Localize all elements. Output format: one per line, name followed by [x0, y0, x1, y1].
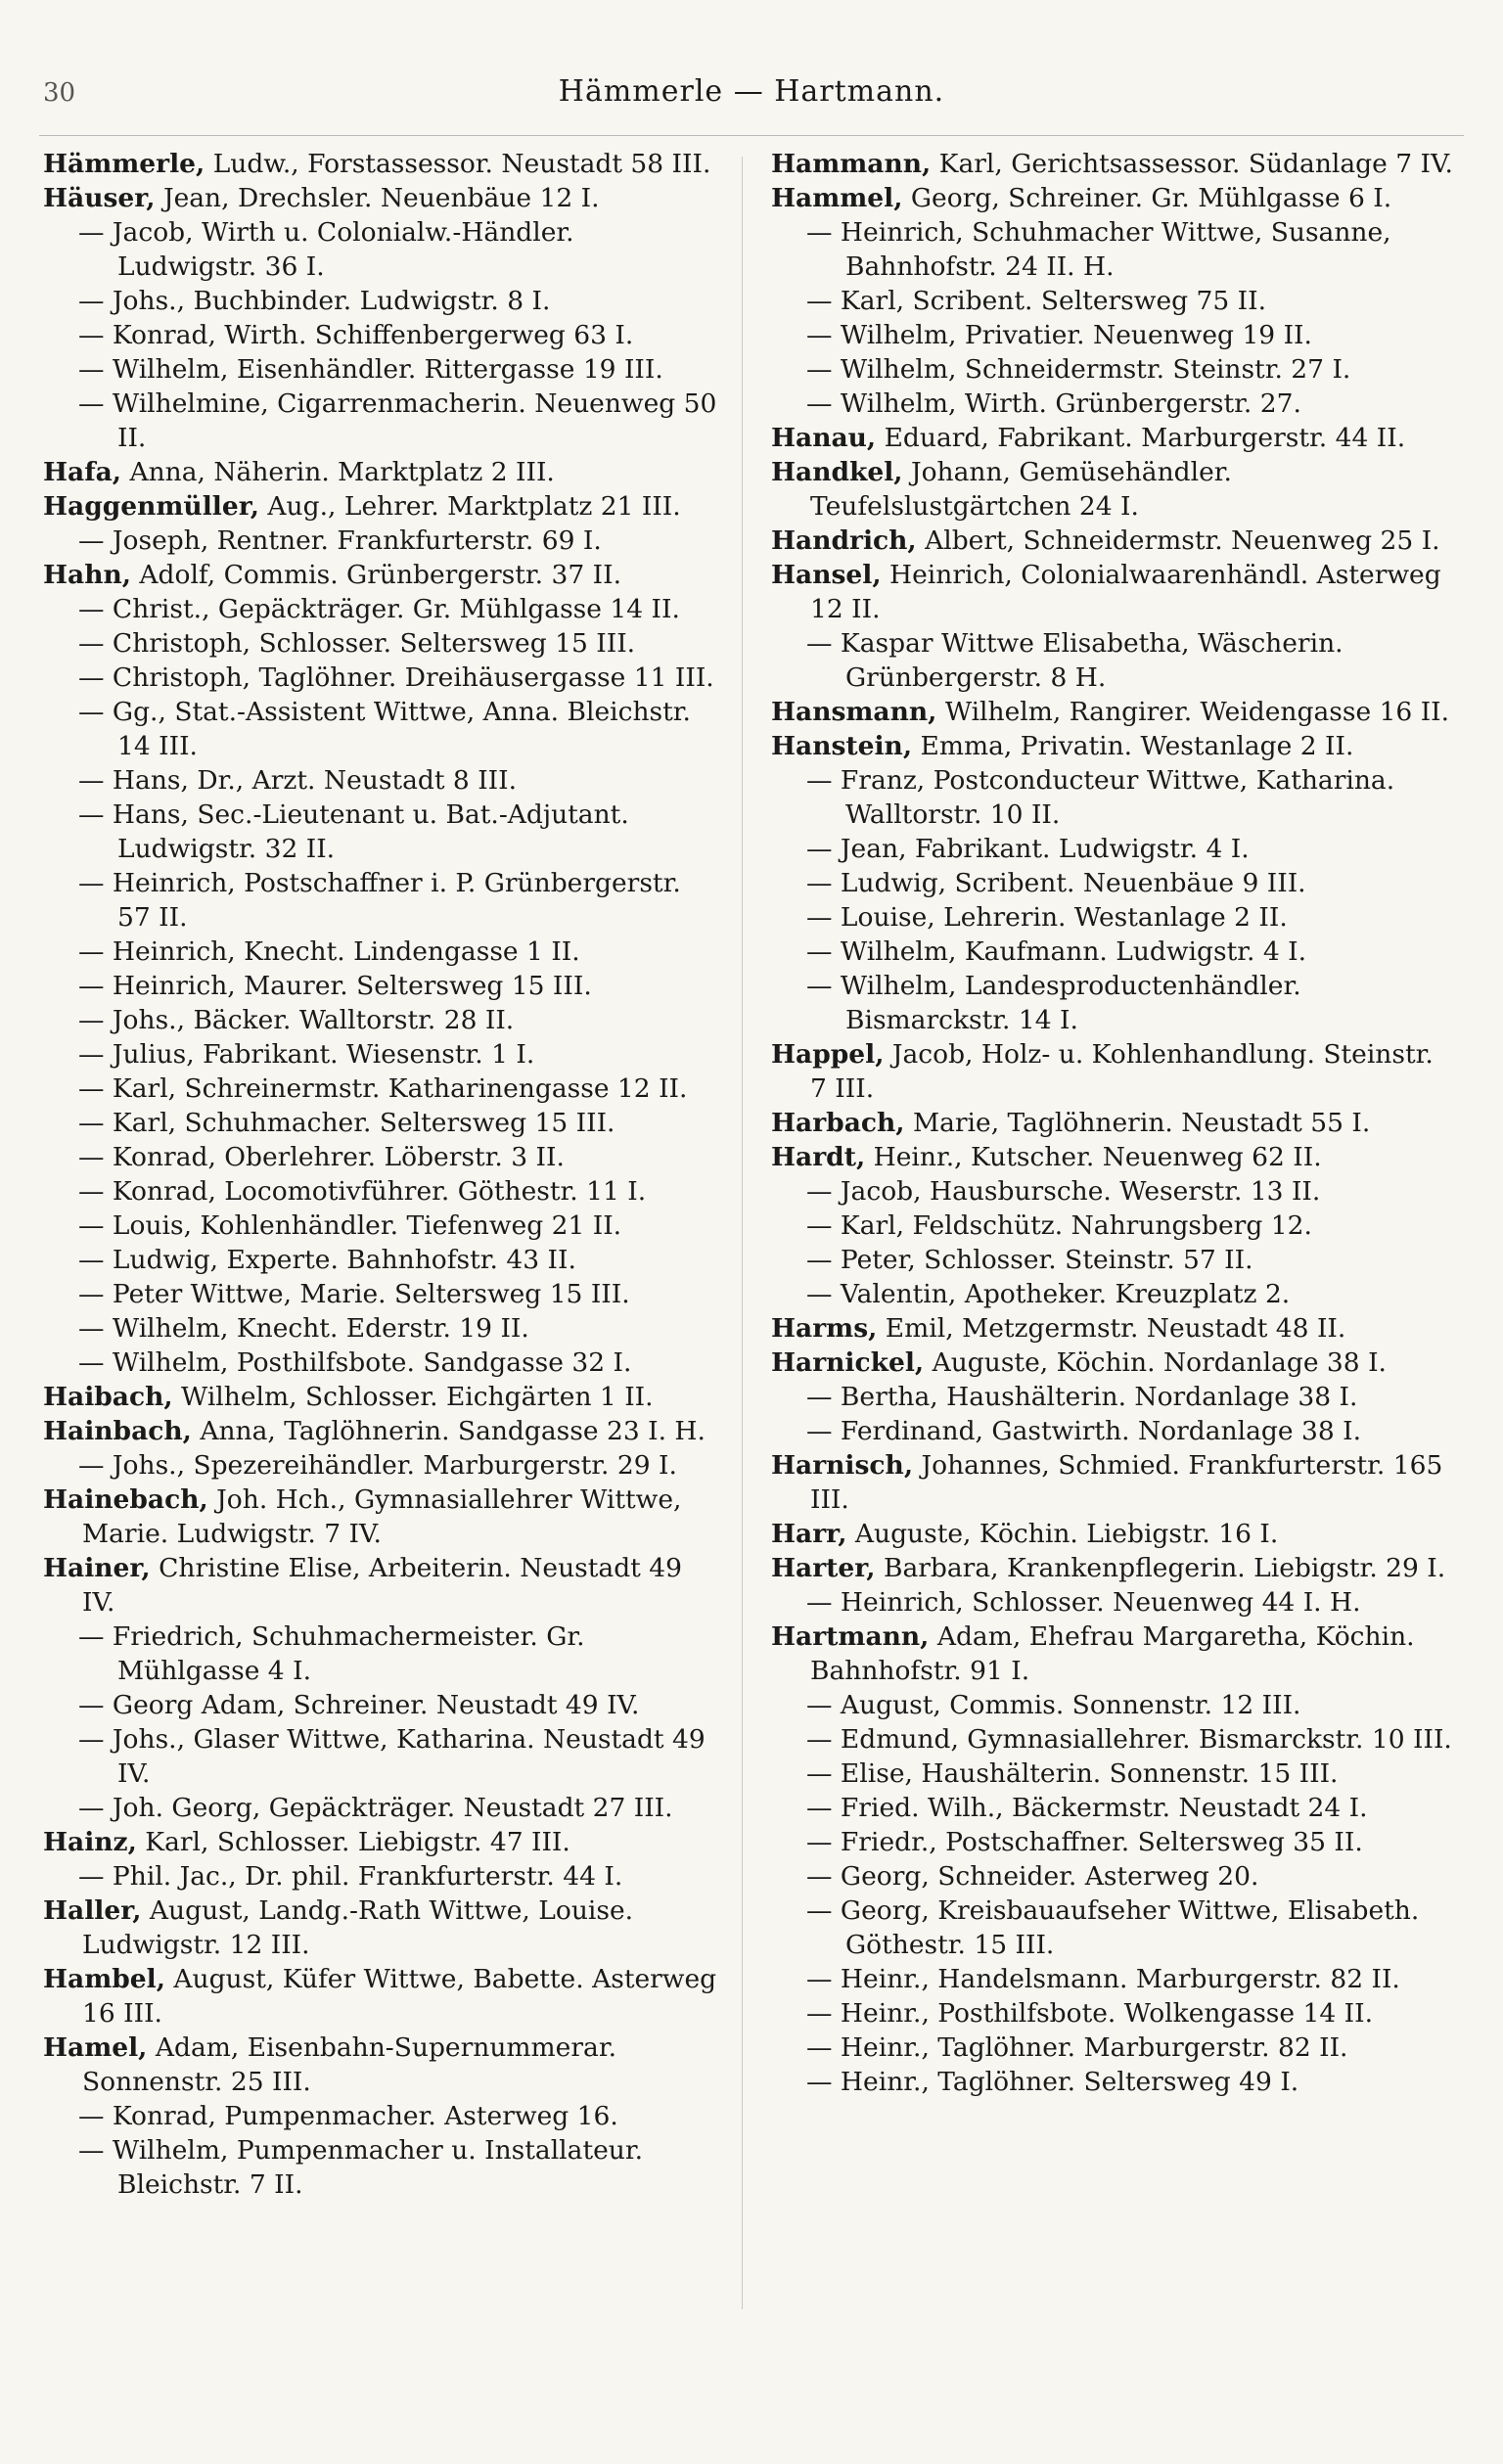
right-column [771, 147, 1456, 2099]
directory-entry [771, 1517, 1456, 1551]
entry-text: Emil, Metzgermstr. Neustadt 48 II. [885, 1313, 1346, 1344]
directory-entry [43, 1791, 718, 1825]
directory-entry [43, 866, 718, 935]
entry-text: Anna, Näherin. Marktplatz 2 III. [129, 457, 555, 487]
entry-text: Marie, Taglöhnerin. Neustadt 55 I. [912, 1108, 1371, 1138]
entry-text: Wilhelm, Schlosser. Eichgärten 1 II. [181, 1382, 654, 1412]
directory-entry [43, 1140, 718, 1174]
entry-surname: Harter, [771, 1553, 876, 1583]
entry-text: Eduard, Fabrikant. Marburgerstr. 44 II. [884, 423, 1406, 453]
entry-surname: Hardt, [771, 1142, 866, 1172]
directory-entry [771, 1859, 1456, 1894]
entry-text: — Kaspar Wittwe Elisabetha, Wäscherin. Grünbergerstr. 8 H. [806, 628, 1344, 693]
entry-surname: Hainer, [43, 1553, 151, 1583]
directory-entry [43, 935, 718, 969]
entry-text: Johann, Gemüsehändler. Teufelslustgärtchen 24 I. [810, 457, 1232, 522]
directory-entry [43, 1209, 718, 1243]
entry-text: — Heinrich, Knecht. Lindengasse 1 II. [78, 936, 580, 967]
entry-text: — Wilhelm, Landesproductenhändler. Bismarckstr. 14 I. [806, 971, 1301, 1035]
entry-text: — Wilhelm, Wirth. Grünbergerstr. 27. [806, 388, 1301, 419]
directory-entry [771, 1414, 1456, 1448]
directory-entry [43, 455, 718, 489]
directory-entry [43, 592, 718, 626]
entry-text: Anna, Taglöhnerin. Sandgasse 23 I. H. [200, 1416, 706, 1446]
entry-text: — Heinrich, Schlosser. Neuenweg 44 I. H. [806, 1587, 1361, 1618]
directory-entry [771, 1243, 1456, 1277]
directory-entry [43, 1483, 718, 1551]
entry-text: — Heinrich, Maurer. Seltersweg 15 III. [78, 971, 592, 1001]
entry-text: — Konrad, Pumpenmacher. Asterweg 16. [78, 2101, 618, 2131]
entry-text: — Wilhelm, Posthilfsbote. Sandgasse 32 I. [78, 1347, 632, 1378]
entry-surname: Handkel, [771, 457, 903, 487]
running-head: Hämmerle — Hartmann. [558, 74, 945, 109]
directory-entry [771, 1894, 1456, 1962]
directory-entry [43, 1346, 718, 1380]
directory-entry [43, 1894, 718, 1962]
entry-text: — Ferdinand, Gastwirth. Nordanlage 38 I. [806, 1416, 1362, 1446]
entry-surname: Hafa, [43, 457, 122, 487]
entry-text: — Johs., Buchbinder. Ludwigstr. 8 I. [78, 286, 551, 316]
entry-text: — Georg, Schneider. Asterweg 20. [806, 1861, 1259, 1892]
entry-text: — Ludwig, Experte. Bahnhofstr. 43 II. [78, 1245, 576, 1275]
directory-entry [771, 1106, 1456, 1140]
entry-surname: Hainebach, [43, 1484, 208, 1515]
directory-entry [771, 1311, 1456, 1346]
entry-text: — August, Commis. Sonnenstr. 12 III. [806, 1690, 1301, 1720]
directory-entry [43, 1688, 718, 1722]
directory-entry [771, 284, 1456, 318]
entry-surname: Haggenmüller, [43, 491, 259, 522]
entry-text: — Konrad, Oberlehrer. Löberstr. 3 II. [78, 1142, 565, 1172]
directory-entry [771, 318, 1456, 352]
directory-entry [771, 2031, 1456, 2065]
directory-entry [771, 387, 1456, 421]
entry-text: Karl, Schlosser. Liebigstr. 47 III. [145, 1827, 570, 1857]
directory-entry [43, 2133, 718, 2202]
entry-text: — Johs., Spezereihändler. Marburgerstr. 29 I. [78, 1450, 677, 1481]
entry-surname: Hainz, [43, 1827, 137, 1857]
entry-text: — Wilhelm, Kaufmann. Ludwigstr. 4 I. [806, 936, 1307, 967]
directory-entry [771, 1174, 1456, 1209]
entry-text: Wilhelm, Rangirer. Weidengasse 16 II. [944, 697, 1450, 727]
directory-entry [771, 455, 1456, 524]
entry-text: — Elise, Haushälterin. Sonnenstr. 15 III. [806, 1758, 1339, 1789]
directory-entry [43, 1414, 718, 1448]
directory-entry [43, 1859, 718, 1894]
directory-entry [43, 489, 718, 524]
entry-surname: Hainbach, [43, 1416, 192, 1446]
directory-entry [43, 284, 718, 318]
entry-text: Karl, Gerichtsassessor. Südanlage 7 IV. [938, 149, 1453, 179]
directory-entry [771, 1380, 1456, 1414]
directory-entry [43, 524, 718, 558]
directory-entry [43, 1825, 718, 1859]
entry-surname: Hamel, [43, 2032, 148, 2063]
directory-entry [43, 1243, 718, 1277]
entry-text: — Heinr., Handelsmann. Marburgerstr. 82 II. [806, 1964, 1400, 1994]
entry-text: — Julius, Fabrikant. Wiesenstr. 1 I. [78, 1039, 535, 1070]
entry-text: — Edmund, Gymnasiallehrer. Bismarckstr. 10 III. [806, 1724, 1452, 1755]
directory-entry [771, 1688, 1456, 1722]
entry-text: — Ludwig, Scribent. Neuenbäue 9 III. [806, 868, 1306, 898]
entry-text: — Phil. Jac., Dr. phil. Frankfurterstr. 44 I. [78, 1861, 623, 1892]
directory-entry [43, 1174, 718, 1209]
entry-text: — Wilhelm, Pumpenmacher u. Installateur. Bleichstr. 7 II. [78, 2135, 644, 2200]
entry-text: — Johs., Glaser Wittwe, Katharina. Neustadt 49 IV. [78, 1724, 706, 1789]
entry-text: — Jacob, Wirth u. Colonialw.-Händler. Ludwigstr. 36 I. [78, 217, 574, 282]
entry-text: — Louis, Kohlenhändler. Tiefenweg 21 II. [78, 1210, 622, 1241]
directory-entry [43, 1551, 718, 1620]
entry-text: — Konrad, Wirth. Schiffenbergerweg 63 I. [78, 320, 634, 350]
directory-entry [771, 1825, 1456, 1859]
directory-entry [43, 318, 718, 352]
directory-entry [771, 935, 1456, 969]
directory-entry [771, 1346, 1456, 1380]
entry-surname: Handrich, [771, 525, 917, 556]
directory-entry [43, 969, 718, 1003]
entry-text: — Peter, Schlosser. Steinstr. 57 II. [806, 1245, 1253, 1275]
page-number: 30 [43, 78, 76, 108]
entry-text: Adam, Eisenbahn-Supernummerar. Sonnenstr. 25 III. [82, 2032, 616, 2097]
directory-entry [43, 1620, 718, 1688]
entry-text: Joh. Hch., Gymnasiallehrer Wittwe, Marie. Ludwigstr. 7 IV. [82, 1484, 682, 1549]
header-rule [39, 135, 1464, 136]
directory-entry [771, 1996, 1456, 2031]
entry-text: — Georg, Kreisbauaufseher Wittwe, Elisabeth. Göthestr. 15 III. [806, 1895, 1420, 1960]
directory-entry [43, 558, 718, 592]
directory-entry [771, 969, 1456, 1037]
entry-text: — Karl, Scribent. Seltersweg 75 II. [806, 286, 1267, 316]
directory-entry [771, 1962, 1456, 1996]
directory-entry [771, 626, 1456, 695]
directory-entry [771, 1791, 1456, 1825]
entry-surname: Harnickel, [771, 1347, 925, 1378]
entry-surname: Hanau, [771, 423, 877, 453]
directory-entry [771, 352, 1456, 387]
entry-surname: Harr, [771, 1519, 847, 1549]
entry-text: — Joh. Georg, Gepäckträger. Neustadt 27 III. [78, 1793, 673, 1823]
entry-text: — Peter Wittwe, Marie. Seltersweg 15 III. [78, 1279, 630, 1309]
directory-entry [43, 2031, 718, 2099]
directory-entry [771, 1209, 1456, 1243]
entry-surname: Hammel, [771, 183, 903, 213]
directory-entry [43, 215, 718, 284]
entry-surname: Harbach, [771, 1108, 905, 1138]
entry-surname: Haibach, [43, 1382, 173, 1412]
directory-entry [43, 1037, 718, 1072]
directory-entry [43, 1072, 718, 1106]
directory-entry [43, 1448, 718, 1483]
entry-surname: Harms, [771, 1313, 878, 1344]
entry-text: — Heinr., Taglöhner. Marburgerstr. 82 II. [806, 2032, 1348, 2063]
directory-entry [771, 2065, 1456, 2099]
directory-entry [771, 1277, 1456, 1311]
directory-entry [43, 181, 718, 215]
entry-text: — Friedrich, Schuhmachermeister. Gr. Mühlgasse 4 I. [78, 1621, 585, 1686]
directory-entry [771, 1620, 1456, 1688]
entry-text: — Wilhelm, Knecht. Ederstr. 19 II. [78, 1313, 529, 1344]
directory-entry [43, 1311, 718, 1346]
entry-text: — Heinr., Posthilfsbote. Wolkengasse 14 II. [806, 1998, 1374, 2029]
entry-text: — Heinrich, Schuhmacher Wittwe, Susanne, Bahnhofstr. 24 II. H. [806, 217, 1391, 282]
directory-entry [43, 147, 718, 181]
entry-text: — Joseph, Rentner. Frankfurterstr. 69 I. [78, 525, 602, 556]
entry-text: — Karl, Schuhmacher. Seltersweg 15 III. [78, 1108, 615, 1138]
entry-text: Heinr., Kutscher. Neuenweg 62 II. [873, 1142, 1322, 1172]
entry-text: — Louise, Lehrerin. Westanlage 2 II. [806, 902, 1288, 933]
directory-entry [771, 763, 1456, 832]
directory-entry [771, 1140, 1456, 1174]
entry-text: — Bertha, Haushälterin. Nordanlage 38 I. [806, 1382, 1358, 1412]
entry-text: — Konrad, Locomotivführer. Göthestr. 11 I. [78, 1176, 647, 1207]
entry-text: — Johs., Bäcker. Walltorstr. 28 II. [78, 1005, 515, 1035]
entry-text: Adam, Ehefrau Margaretha, Köchin. Bahnhofstr. 91 I. [810, 1621, 1415, 1686]
entry-surname: Hansmann, [771, 697, 937, 727]
directory-entry [43, 661, 718, 695]
entry-surname: Hanstein, [771, 731, 913, 761]
directory-entry [43, 1722, 718, 1791]
entry-text: Jean, Drechsler. Neuenbäue 12 I. [162, 183, 600, 213]
entry-text: — Wilhelmine, Cigarrenmacherin. Neuenweg 50 II. [78, 388, 717, 453]
entry-surname: Hämmerle, [43, 149, 205, 179]
left-column [43, 147, 718, 2202]
directory-entry [771, 866, 1456, 900]
entry-text: — Christoph, Schlosser. Seltersweg 15 III. [78, 628, 636, 659]
directory-entry [43, 1277, 718, 1311]
entry-surname: Haller, [43, 1895, 142, 1926]
entry-text: — Franz, Postconducteur Wittwe, Katharina. Walltorstr. 10 II. [806, 765, 1395, 830]
entry-text: — Valentin, Apotheker. Kreuzplatz 2. [806, 1279, 1291, 1309]
directory-entry [771, 900, 1456, 935]
directory-entry [771, 729, 1456, 763]
directory-entry [43, 798, 718, 866]
directory-entry [771, 1037, 1456, 1106]
directory-entry [771, 1585, 1456, 1620]
entry-text: — Wilhelm, Privatier. Neuenweg 19 II. [806, 320, 1312, 350]
entry-text: — Gg., Stat.-Assistent Wittwe, Anna. Bleichstr. 14 III. [78, 697, 691, 761]
directory-entry [771, 558, 1456, 626]
directory-entry [43, 2099, 718, 2133]
entry-text: — Friedr., Postschaffner. Seltersweg 35 II. [806, 1827, 1363, 1857]
directory-entry [43, 626, 718, 661]
entry-text: — Christ., Gepäckträger. Gr. Mühlgasse 14 II. [78, 594, 680, 624]
directory-entry [771, 1757, 1456, 1791]
directory-entry [43, 1003, 718, 1037]
entry-text: Christine Elise, Arbeiterin. Neustadt 49 IV. [82, 1553, 682, 1618]
directory-entry [43, 1380, 718, 1414]
directory-entry [771, 1551, 1456, 1585]
directory-entry [771, 147, 1456, 181]
entry-text: — Wilhelm, Schneidermstr. Steinstr. 27 I. [806, 354, 1351, 385]
entry-surname: Hammann, [771, 149, 932, 179]
directory-entry [43, 1106, 718, 1140]
entry-surname: Hansel, [771, 560, 882, 590]
entry-text: — Jacob, Hausbursche. Weserstr. 13 II. [806, 1176, 1321, 1207]
entry-surname: Harnisch, [771, 1450, 914, 1481]
entry-text: Heinrich, Colonialwaarenhändl. Asterweg 12 II. [810, 560, 1441, 624]
entry-text: Auguste, Köchin. Nordanlage 38 I. [932, 1347, 1387, 1378]
entry-text: Georg, Schreiner. Gr. Mühlgasse 6 I. [910, 183, 1392, 213]
entry-text: Aug., Lehrer. Marktplatz 21 III. [267, 491, 681, 522]
directory-entry [43, 352, 718, 387]
entry-surname: Happel, [771, 1039, 885, 1070]
entry-text: — Heinr., Taglöhner. Seltersweg 49 I. [806, 2067, 1299, 2097]
entry-text: August, Landg.-Rath Wittwe, Louise. Ludwigstr. 12 III. [82, 1895, 634, 1960]
entry-text: Albert, Schneidermstr. Neuenweg 25 I. [925, 525, 1440, 556]
directory-entry [771, 695, 1456, 729]
entry-text: Johannes, Schmied. Frankfurterstr. 165 III. [810, 1450, 1443, 1515]
entry-text: Auguste, Köchin. Liebigstr. 16 I. [854, 1519, 1279, 1549]
directory-entry [43, 763, 718, 798]
entry-text: — Hans, Sec.-Lieutenant u. Bat.-Adjutant. Ludwigstr. 32 II. [78, 799, 629, 864]
directory-entry [43, 387, 718, 455]
entry-text: — Heinrich, Postschaffner i. P. Grünbergerstr. 57 II. [78, 868, 681, 933]
directory-entry [771, 421, 1456, 455]
entry-text: Jacob, Holz- u. Kohlenhandlung. Steinstr. 7 III. [810, 1039, 1434, 1104]
directory-entry [771, 181, 1456, 215]
entry-text: — Hans, Dr., Arzt. Neustadt 8 III. [78, 765, 518, 796]
entry-text: August, Küfer Wittwe, Babette. Asterweg 16 III. [82, 1964, 717, 2029]
entry-text: — Karl, Feldschütz. Nahrungsberg 12. [806, 1210, 1312, 1241]
entry-text: Emma, Privatin. Westanlage 2 II. [920, 731, 1354, 761]
entry-surname: Häuser, [43, 183, 156, 213]
directory-entry [771, 1448, 1456, 1517]
entry-text: — Georg Adam, Schreiner. Neustadt 49 IV. [78, 1690, 640, 1720]
entry-text: Barbara, Krankenpflegerin. Liebigstr. 29 I. [883, 1553, 1446, 1583]
directory-entry [771, 524, 1456, 558]
entry-surname: Hambel, [43, 1964, 165, 1994]
entry-text: — Karl, Schreinermstr. Katharinengasse 12 II. [78, 1073, 688, 1104]
entry-text: — Wilhelm, Eisenhändler. Rittergasse 19 III. [78, 354, 663, 385]
directory-entry [771, 832, 1456, 866]
directory-entry [43, 1962, 718, 2031]
entry-text: — Christoph, Taglöhner. Dreihäusergasse 11 III. [78, 662, 714, 693]
entry-text: Adolf, Commis. Grünbergerstr. 37 II. [139, 560, 622, 590]
entry-text: — Jean, Fabrikant. Ludwigstr. 4 I. [806, 834, 1250, 864]
entry-surname: Hartmann, [771, 1621, 930, 1652]
directory-entry [771, 215, 1456, 284]
directory-entry [771, 1722, 1456, 1757]
directory-entry [43, 695, 718, 763]
column-divider [742, 157, 743, 2309]
entry-surname: Hahn, [43, 560, 131, 590]
entry-text: Ludw., Forstassessor. Neustadt 58 III. [212, 149, 711, 179]
entry-text: — Fried. Wilh., Bäckermstr. Neustadt 24 I. [806, 1793, 1368, 1823]
